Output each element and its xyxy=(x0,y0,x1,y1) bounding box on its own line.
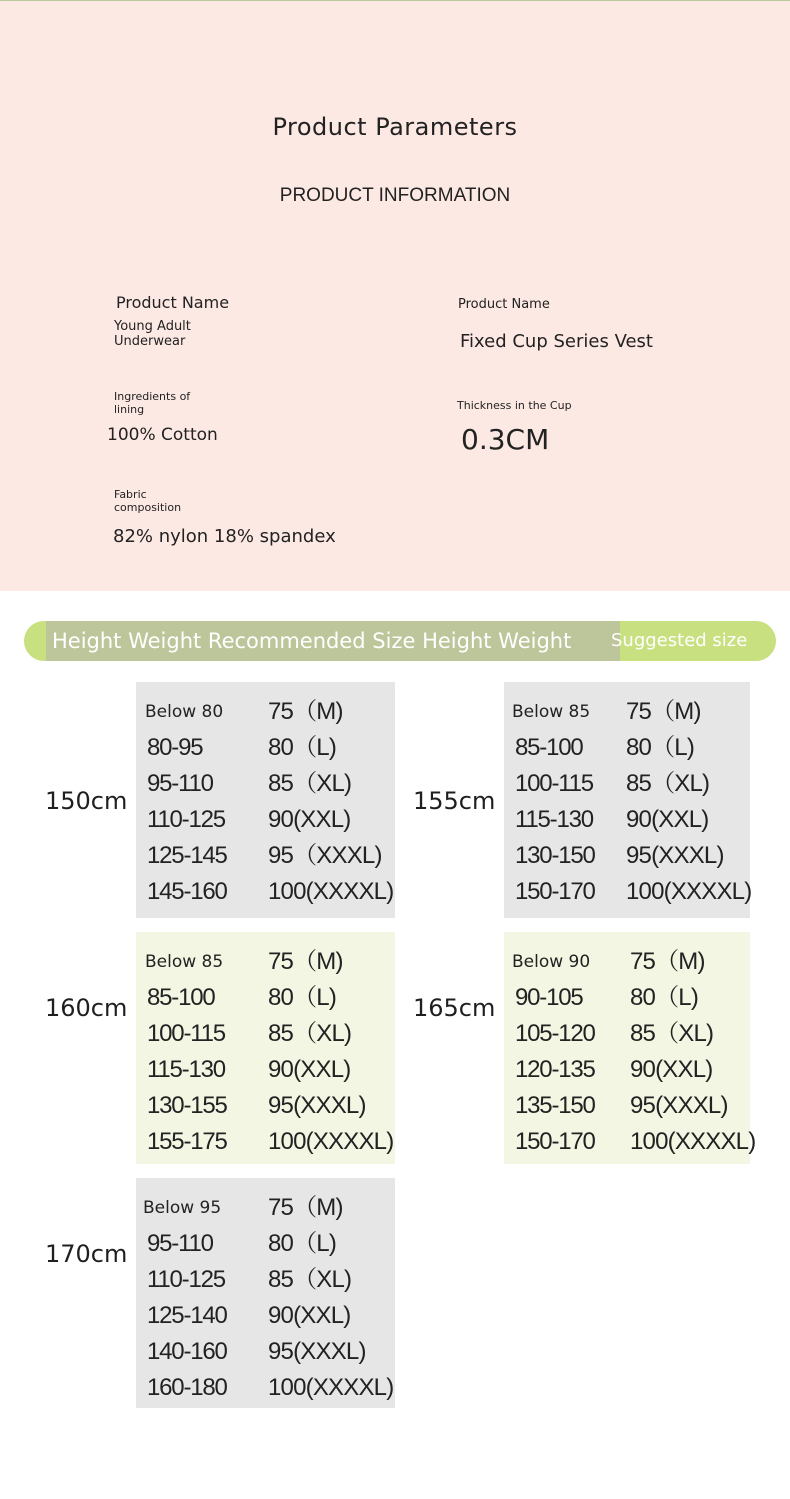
thickness-label: Thickness in the Cup xyxy=(457,399,572,412)
table-row xyxy=(136,802,395,838)
table-row xyxy=(136,874,395,910)
weight-cell: 85-100 xyxy=(515,734,583,761)
lining-label: Ingredients of lining xyxy=(114,390,191,416)
table-row xyxy=(504,694,750,730)
weight-cell: Below 80 xyxy=(145,702,224,722)
table-row xyxy=(136,766,395,802)
size-cell: 75（M) xyxy=(626,698,701,725)
height-label-160: 160cm xyxy=(45,994,128,1022)
size-cell: 85（XL) xyxy=(268,770,352,797)
weight-cell: 110-125 xyxy=(147,806,225,833)
table-row xyxy=(504,944,750,980)
table-row xyxy=(136,730,395,766)
table-row xyxy=(136,1298,395,1334)
banner-main-text: Height Weight Recommended Size Height Weight xyxy=(52,629,572,653)
table-row xyxy=(136,1370,395,1406)
table-row xyxy=(136,1016,395,1052)
weight-cell: 90-105 xyxy=(515,984,583,1011)
table-row xyxy=(504,1016,750,1052)
product-name-label-right: Product Name xyxy=(458,297,550,312)
table-row xyxy=(504,766,750,802)
weight-cell: 95-110 xyxy=(147,1230,213,1257)
weight-cell: 105-120 xyxy=(515,1020,595,1047)
weight-cell: 120-135 xyxy=(515,1056,595,1083)
product-parameters-panel xyxy=(0,0,790,591)
size-cell: 75（M) xyxy=(268,698,343,725)
weight-cell: 130-150 xyxy=(515,842,595,869)
product-name-label-left: Product Name xyxy=(116,293,230,312)
size-cell: 80（L) xyxy=(268,984,337,1011)
table-row xyxy=(504,1124,756,1160)
weight-cell: 160-180 xyxy=(147,1374,227,1401)
weight-cell: 80-95 xyxy=(147,734,203,761)
table-row xyxy=(136,1190,395,1226)
weight-cell: Below 85 xyxy=(512,702,591,722)
size-table-170 xyxy=(136,1178,395,1408)
size-chart-banner xyxy=(24,621,776,661)
size-table-150 xyxy=(136,682,395,918)
size-cell: 90(XXL) xyxy=(268,806,351,833)
lining-value: 100% Cotton xyxy=(107,425,218,445)
weight-cell: Below 95 xyxy=(143,1198,222,1218)
thickness-value: 0.3CM xyxy=(461,423,550,456)
weight-cell: 115-130 xyxy=(515,806,593,833)
weight-cell: 110-125 xyxy=(147,1266,225,1293)
table-row xyxy=(504,730,750,766)
size-cell: 100(XXXXL) xyxy=(626,878,752,905)
table-row xyxy=(504,1052,750,1088)
weight-cell: 155-175 xyxy=(147,1128,227,1155)
size-table-155 xyxy=(504,682,750,918)
size-cell: 85（XL) xyxy=(268,1266,352,1293)
size-cell: 95(XXXL) xyxy=(268,1092,366,1119)
page-title: Product Parameters xyxy=(272,113,518,141)
weight-cell: 115-130 xyxy=(147,1056,225,1083)
size-cell: 85（XL) xyxy=(626,770,710,797)
size-cell: 85（XL) xyxy=(268,1020,352,1047)
weight-cell: 145-160 xyxy=(147,878,227,905)
size-cell: 90(XXL) xyxy=(268,1056,351,1083)
table-row xyxy=(504,874,750,910)
table-row xyxy=(136,1052,395,1088)
weight-cell: 140-160 xyxy=(147,1338,227,1365)
table-row xyxy=(136,1088,395,1124)
weight-cell: 135-150 xyxy=(515,1092,595,1119)
size-cell: 90(XXL) xyxy=(630,1056,713,1083)
size-cell: 80（L) xyxy=(630,984,699,1011)
size-cell: 75（M) xyxy=(268,1194,343,1221)
table-row xyxy=(136,694,395,730)
table-row xyxy=(136,980,395,1016)
table-row xyxy=(136,944,395,980)
table-row xyxy=(136,1262,395,1298)
size-cell: 75（M) xyxy=(630,948,705,975)
table-row xyxy=(504,1088,750,1124)
size-table-160 xyxy=(136,932,395,1164)
weight-cell: 85-100 xyxy=(147,984,215,1011)
size-cell: 80（L) xyxy=(268,1230,337,1257)
table-row xyxy=(136,1334,395,1370)
table-row xyxy=(504,802,750,838)
height-label-150: 150cm xyxy=(45,787,128,815)
weight-cell: 150-170 xyxy=(515,878,595,905)
product-name-value-right: Fixed Cup Series Vest xyxy=(460,331,653,352)
weight-cell: Below 90 xyxy=(512,952,591,972)
table-row xyxy=(136,838,395,874)
size-cell: 95（XXXL) xyxy=(268,842,382,869)
size-cell: 100(XXXXL) xyxy=(268,1374,394,1401)
height-label-165: 165cm xyxy=(413,994,496,1022)
weight-cell: Below 85 xyxy=(145,952,224,972)
weight-cell: 150-170 xyxy=(515,1128,595,1155)
size-cell: 80（L) xyxy=(626,734,695,761)
size-cell: 100(XXXXL) xyxy=(268,878,394,905)
size-cell: 80（L) xyxy=(268,734,337,761)
size-cell: 100(XXXXL) xyxy=(630,1128,756,1155)
size-cell: 95(XXXL) xyxy=(268,1338,366,1365)
weight-cell: 100-115 xyxy=(147,1020,225,1047)
size-cell: 90(XXL) xyxy=(626,806,709,833)
weight-cell: 125-140 xyxy=(147,1302,227,1329)
size-table-165 xyxy=(504,932,756,1164)
size-cell: 95(XXXL) xyxy=(626,842,724,869)
banner-side-text: Suggested size xyxy=(611,630,748,651)
table-row xyxy=(136,1124,395,1160)
fabric-label: Fabric composition xyxy=(114,488,182,514)
weight-cell: 130-155 xyxy=(147,1092,227,1119)
size-cell: 85（XL) xyxy=(630,1020,714,1047)
weight-cell: 100-115 xyxy=(515,770,593,797)
height-label-170: 170cm xyxy=(45,1240,128,1268)
weight-cell: 125-145 xyxy=(147,842,227,869)
product-name-value-left: Young Adult Underwear xyxy=(114,319,191,349)
size-cell: 75（M) xyxy=(268,948,343,975)
table-row xyxy=(504,838,750,874)
size-cell: 100(XXXXL) xyxy=(268,1128,394,1155)
fabric-value: 82% nylon 18% spandex xyxy=(113,526,336,547)
weight-cell: 95-110 xyxy=(147,770,213,797)
height-label-155: 155cm xyxy=(413,787,496,815)
table-row xyxy=(136,1226,395,1262)
size-cell: 90(XXL) xyxy=(268,1302,351,1329)
size-cell: 95(XXXL) xyxy=(630,1092,728,1119)
table-row xyxy=(504,980,750,1016)
page-subtitle: PRODUCT INFORMATION xyxy=(279,185,511,206)
